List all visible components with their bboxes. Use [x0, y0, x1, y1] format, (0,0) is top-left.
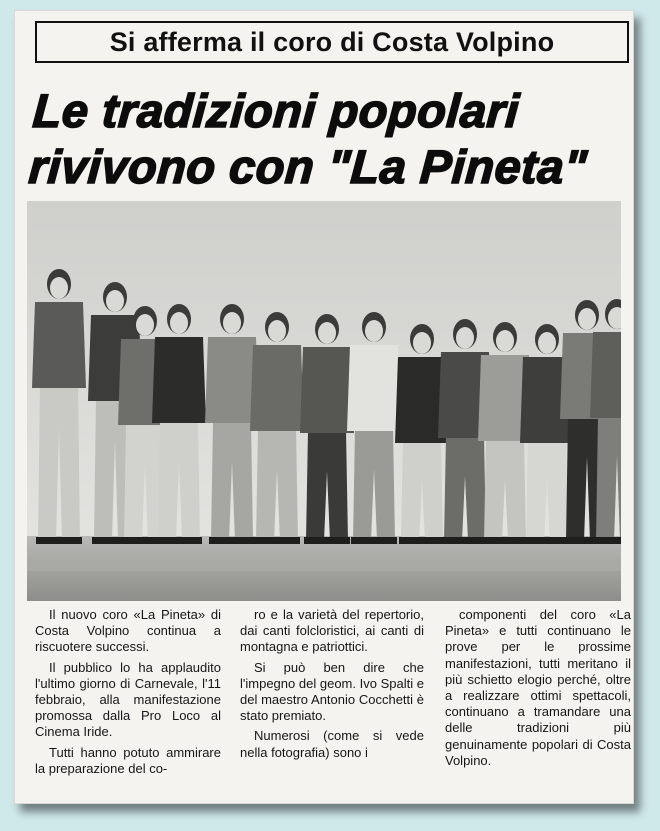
paragraph: ro e la varietà del repertorio, dai canti folcloristici, ai canti di montagna e patriottici. [240, 607, 424, 655]
group-photo-icon [27, 201, 621, 601]
choir-member-figure [456, 327, 474, 349]
choir-member-figure [152, 337, 206, 423]
choir-member-figure [442, 537, 488, 544]
headline-line-1: Le tradizioni popolari [31, 84, 522, 137]
body-column-3 [445, 607, 631, 769]
choir-member-figure [538, 332, 556, 354]
choir-member-figure [250, 345, 304, 431]
choir-member-figure [156, 537, 202, 544]
choir-member-figure [50, 277, 68, 299]
choir-member-figure [318, 322, 336, 344]
choir-member-figure [170, 312, 188, 334]
paragraph: componenti del coro «La Pineta» e tutti continuano le prove per le prossime manifestazioni, tutti meritano il più schietto elogio perché, oltre a realizzare ottimi spettacoli, continuano a tramandare una delle tradizioni più genuinamente popolari di Costa Volpino. [445, 607, 631, 768]
choir-member-figure [223, 312, 241, 334]
paragraph: Il nuovo coro «La Pineta» di Costa Volpino continua a riscuotere successi. [35, 607, 221, 655]
choir-member-figure [254, 537, 300, 544]
article-body [35, 607, 629, 797]
choir-member-figure [32, 302, 86, 388]
choir-member-figure [590, 332, 621, 418]
body-column-2 [240, 607, 424, 761]
headline-line-2: rivivono con "La Pineta" [27, 140, 589, 193]
paragraph: Tutti hanno potuto ammirare la preparazione del co- [35, 744, 221, 776]
choir-member-figure [304, 537, 350, 544]
choir-member-figure [496, 330, 514, 352]
choir-member-figure [399, 537, 445, 544]
choir-member-figure [594, 537, 621, 544]
choir-member-figure [482, 537, 528, 544]
body-column-1 [35, 607, 221, 777]
choir-member-figure [365, 320, 383, 342]
choir-member-figure [268, 320, 286, 342]
paragraph: Il pubblico lo ha applaudito l'ultimo giorno di Carnevale, l'11 febbraio, alla manifestazione promossa dalla Pro Loco al Cinema Iride. [35, 659, 221, 740]
choir-member-figure [524, 537, 570, 544]
choir-member-figure [351, 537, 397, 544]
choir-member-figure [578, 308, 596, 330]
choir-member-figure [136, 314, 154, 336]
kicker-headline: Si afferma il coro di Costa Volpino [35, 21, 629, 63]
choir-photo [27, 201, 621, 601]
choir-member-figure [36, 537, 82, 544]
newspaper-clipping [14, 10, 634, 804]
main-headline [27, 83, 635, 195]
paragraph: Numerosi (come si vede nella fotografia) sono i [240, 728, 424, 760]
choir-member-figure [209, 537, 255, 544]
choir-member-figure [300, 347, 354, 433]
choir-member-figure [106, 290, 124, 312]
choir-member-figure [413, 332, 431, 354]
choir-member-figure [347, 345, 401, 431]
paragraph: Si può ben dire che l'impegno del geom. Ivo Spalti e del maestro Antonio Cocchetti è stato premiato. [240, 659, 424, 724]
